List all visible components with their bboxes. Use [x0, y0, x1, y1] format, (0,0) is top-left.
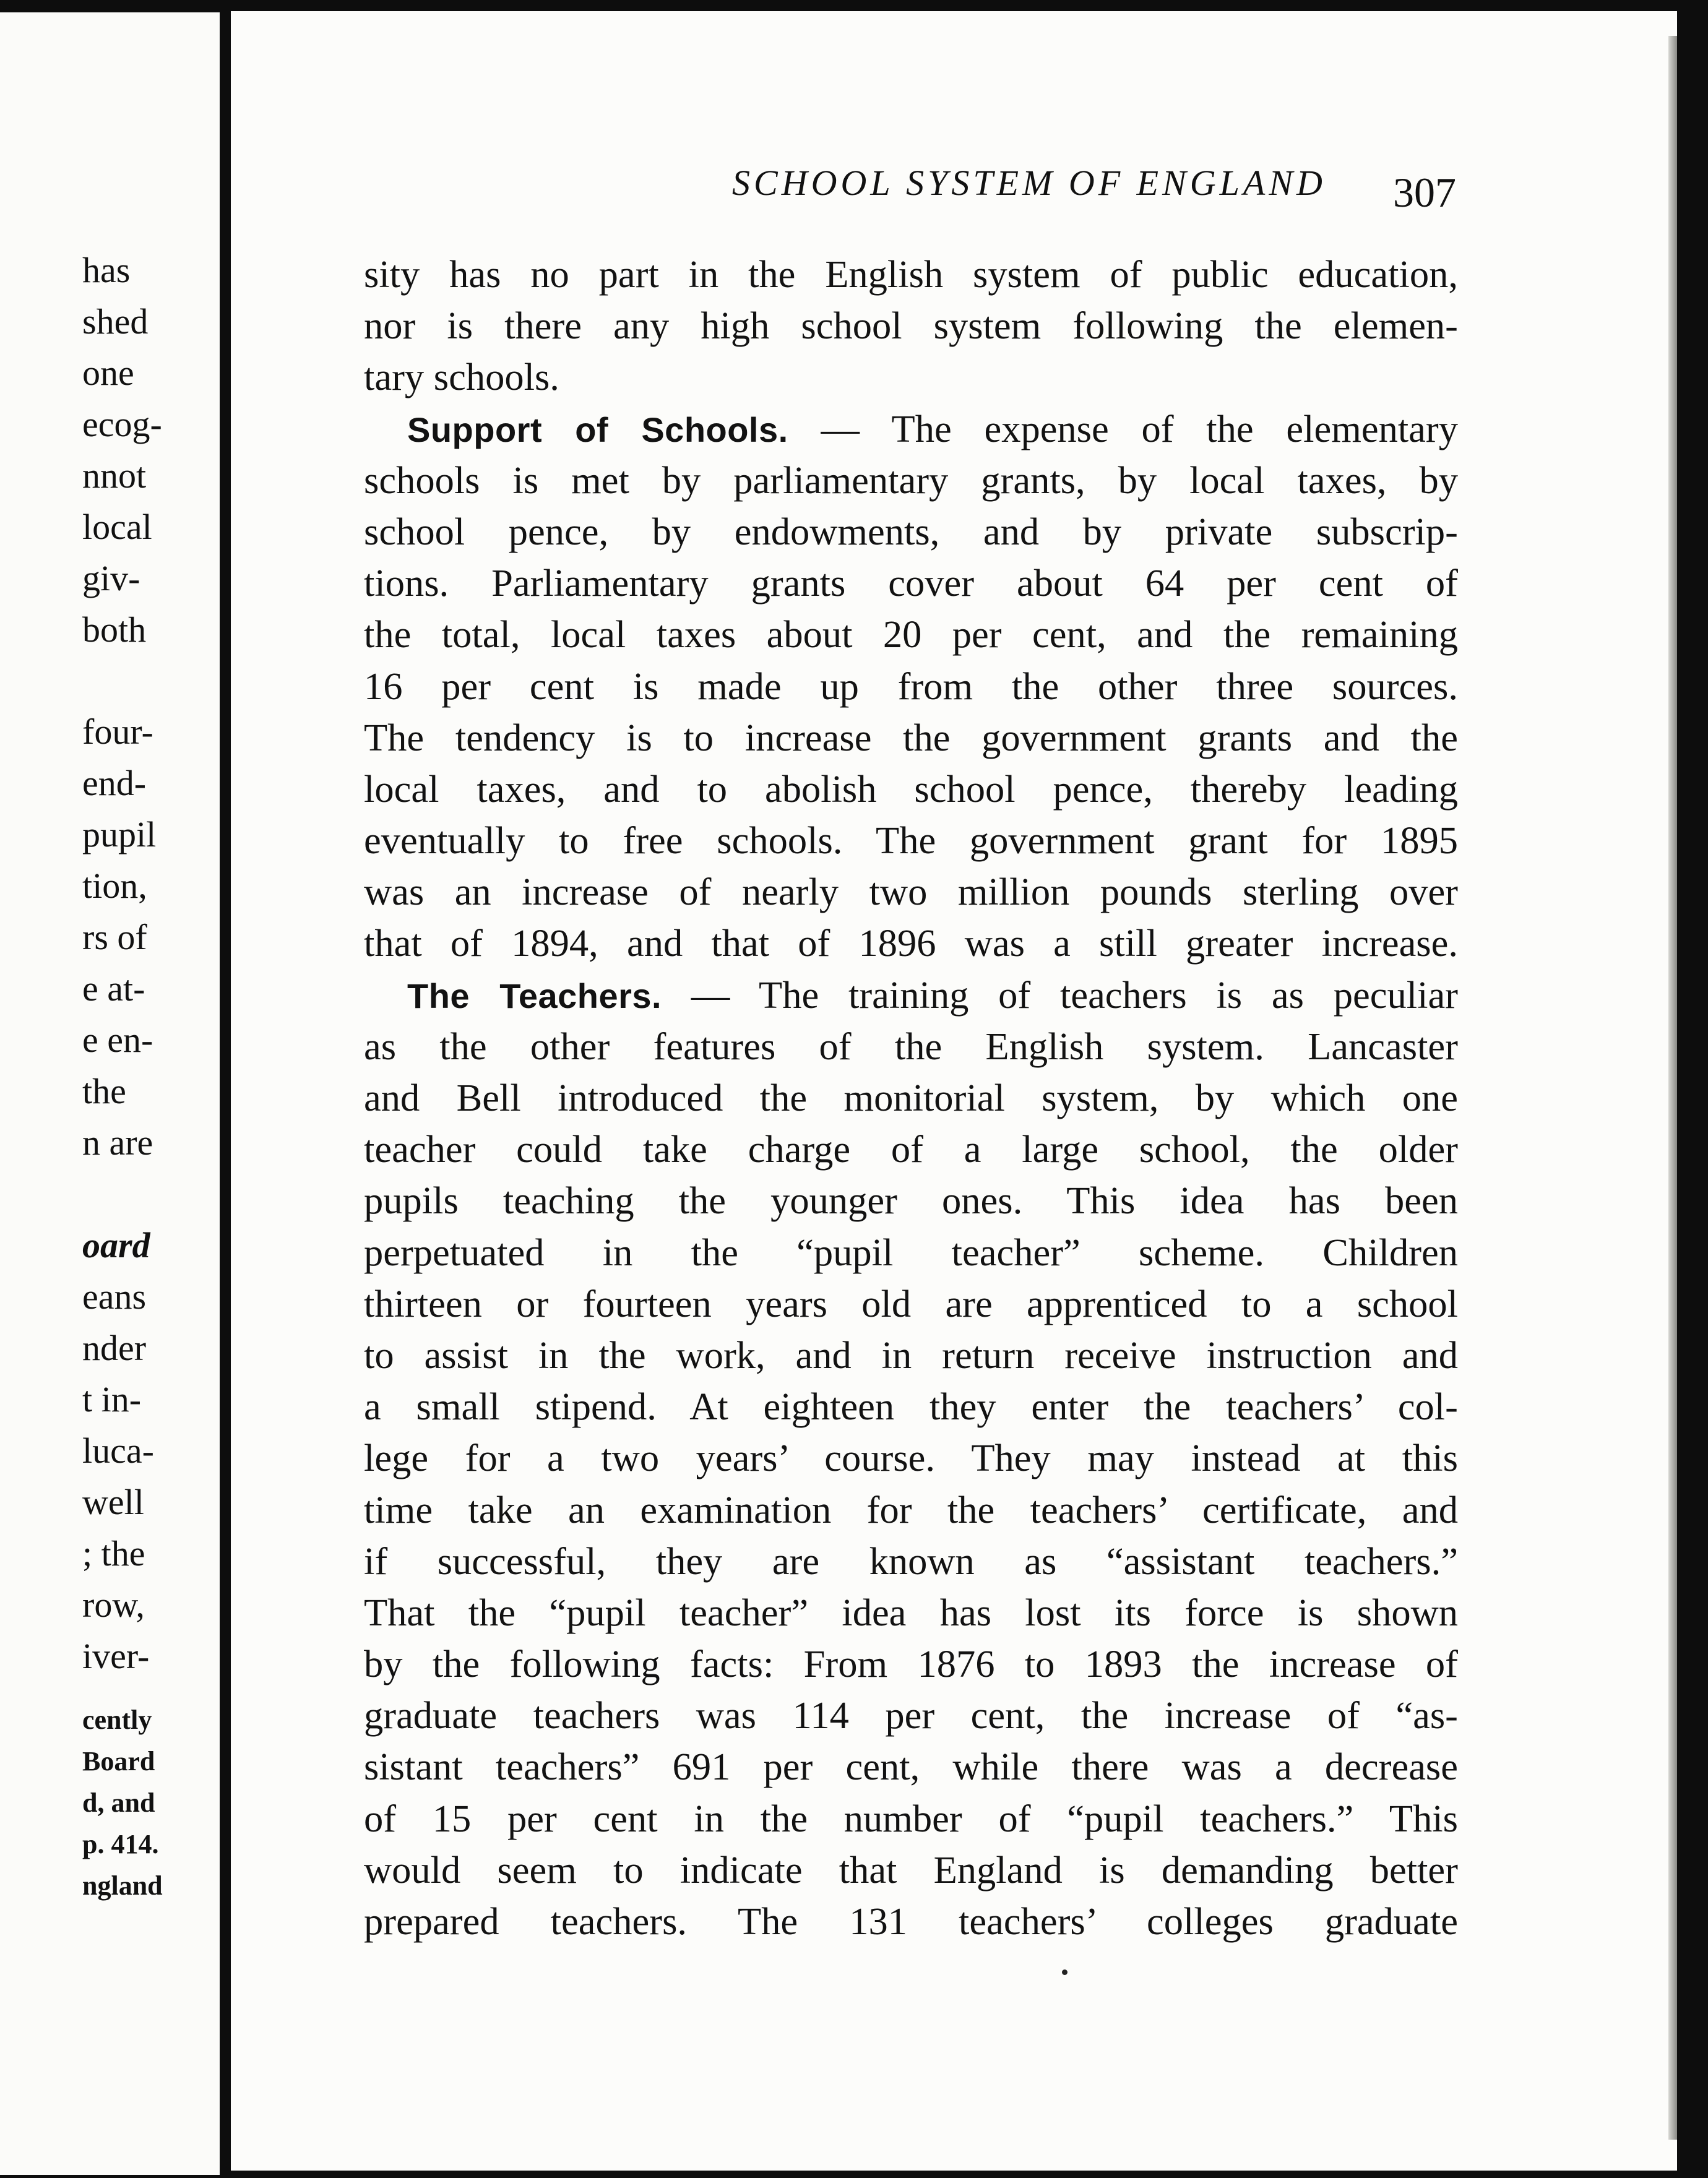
text-run: — The expense of the elementary [788, 407, 1458, 450]
left-page-line: shed [82, 301, 149, 342]
text-line: thirteen or fourteen years old are apprenticed to a school [364, 1281, 1458, 1325]
left-page-line: eans [82, 1276, 147, 1317]
section-heading: Support of Schools. [407, 410, 788, 449]
text-line: to assist in the work, and in return receive instruction and [364, 1333, 1458, 1377]
text-line: lege for a two years’ course. They may instead at this [364, 1436, 1458, 1480]
left-page-line: has [82, 250, 131, 290]
page-edge-shadow [1668, 36, 1677, 2140]
print-speck [1062, 1969, 1068, 1975]
book-page [231, 11, 1677, 2171]
text-line: by the following facts: From 1876 to 1893 the increase of [364, 1642, 1458, 1686]
text-line: as the other features of the English system. Lancaster [364, 1024, 1458, 1068]
text-line: That the “pupil teacher” idea has lost its force is shown [364, 1590, 1458, 1634]
text-line: would seem to indicate that England is demanding better [364, 1848, 1458, 1892]
left-page-line: iver- [82, 1636, 150, 1676]
left-page-line: rs of [82, 917, 147, 957]
section-first-line [364, 970, 1458, 1021]
left-page-line: well [82, 1482, 144, 1522]
text-line: the total, local taxes about 20 per cent, and the remaining [364, 613, 1458, 656]
text-line: that of 1894, and that of 1896 was a still greater increase. [364, 921, 1458, 965]
text-line: sity has no part in the English system of public education, [364, 252, 1458, 296]
left-page-line: the [82, 1071, 126, 1111]
text-line: schools is met by parliamentary grants, by local taxes, by [364, 458, 1458, 502]
text-line: The tendency is to increase the government grants and the [364, 715, 1458, 759]
text-line: was an increase of nearly two million pounds sterling over [364, 870, 1458, 914]
body-text [364, 249, 1458, 1947]
left-page-line: ecog- [82, 404, 162, 444]
text-line: eventually to free schools. The government grant for 1895 [364, 819, 1458, 863]
left-page-line: giv- [82, 558, 140, 598]
left-page-line: row, [82, 1585, 145, 1625]
left-page-line: pupil [82, 814, 157, 854]
text-line: pupils teaching the younger ones. This idea has been [364, 1179, 1458, 1223]
left-page-footnote: Board [82, 1746, 155, 1776]
left-page-footnote: ngland [82, 1870, 163, 1901]
text-line: tary schools. [364, 355, 559, 399]
text-run: — The training of teachers is as peculiar [662, 973, 1459, 1017]
left-page-line: both [82, 609, 147, 650]
left-page-line: four- [82, 712, 153, 752]
text-line: sistant teachers” 691 per cent, while there was a decrease [364, 1745, 1458, 1789]
left-page-line: one [82, 353, 134, 393]
left-page-footnote: cently [82, 1705, 152, 1735]
left-page-line: oard [82, 1225, 150, 1265]
text-line: 16 per cent is made up from the other three sources. [364, 664, 1458, 708]
text-line: and Bell introduced the monitorial system, by which one [364, 1076, 1458, 1119]
left-page-line: e at- [82, 968, 145, 1009]
section-heading: The Teachers. [407, 976, 662, 1015]
text-line: of 15 per cent in the number of “pupil teachers.” This [364, 1796, 1458, 1840]
text-line: nor is there any high school system following the elemen- [364, 304, 1458, 348]
left-page-line: local [82, 507, 152, 547]
left-page-footnote: d, and [82, 1788, 155, 1818]
text-line: time take an examination for the teachers’ certificate, and [364, 1487, 1458, 1531]
text-line: school pence, by endowments, and by private subscrip- [364, 509, 1458, 553]
text-line: teacher could take charge of a large school, the older [364, 1127, 1458, 1171]
book-gutter [220, 0, 231, 2178]
left-page-fragment [0, 12, 220, 2175]
text-line: prepared teachers. The 131 teachers’ colleges graduate [364, 1900, 1458, 1943]
left-page-line: ; the [82, 1533, 145, 1573]
left-page-footnote: p. 414. [82, 1829, 159, 1859]
left-page-line: nder [82, 1328, 147, 1368]
left-page-line: t in- [82, 1379, 142, 1419]
running-head: SCHOOL SYSTEM OF ENGLAND [732, 163, 1326, 203]
left-page-line: nnot [82, 455, 147, 496]
left-page-line: tion, [82, 866, 147, 906]
left-page-line: end- [82, 763, 147, 803]
section-first-line [364, 403, 1458, 455]
text-line: tions. Parliamentary grants cover about 64 per cent of [364, 561, 1458, 605]
left-page-line: n are [82, 1122, 153, 1163]
text-line: a small stipend. At eighteen they enter the teachers’ col- [364, 1385, 1458, 1429]
text-line: perpetuated in the “pupil teacher” scheme. Children [364, 1230, 1458, 1274]
left-page-line: luca- [82, 1431, 154, 1471]
left-page-line: e en- [82, 1020, 153, 1060]
text-line: local taxes, and to abolish school pence, thereby leading [364, 767, 1458, 811]
text-line: if successful, they are known as “assistant teachers.” [364, 1539, 1458, 1583]
page-number: 307 [1393, 169, 1456, 216]
text-line: graduate teachers was 114 per cent, the increase of “as- [364, 1694, 1458, 1737]
